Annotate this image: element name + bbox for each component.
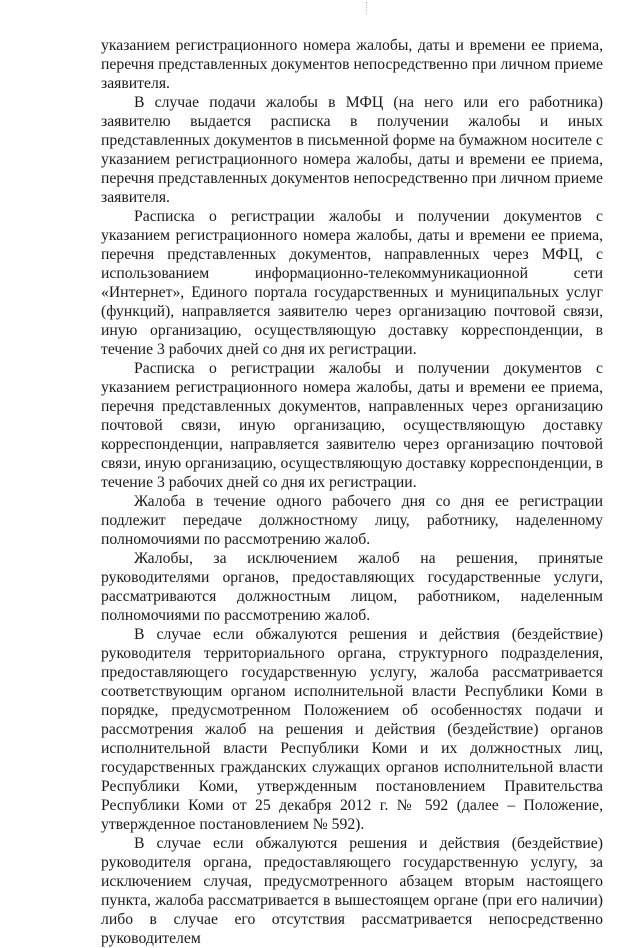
paragraph: Жалоба в течение одного рабочего дня со дня ее регистрации подлежит передаче должностному лицу, работнику, наделенному полномочиями по рассмотрению жалоб.: [101, 493, 603, 548]
paragraph: В случае если обжалуются решения и действия (бездействие) руководителя территориального органа, структурного подразделения, предоставляющего государственную услугу, жалоба рассматривается соответствующим органом исполнительной власти Республики Коми в порядке, предусмотренном Положением об особенностях подачи и рассмотрения жалоб на решения и действия (бездействие) органов исполнительной власти Республики Коми и их должностных лиц, государственных гражданских служащих органов исполнительной власти Республики Коми, утвержденным постановлением Правительства Республики Коми от 25 декабря 2012 г. № 592 (далее – Положение, утвержденное постановлением № 592).: [101, 626, 603, 833]
scan-artifact-mark: [366, 2, 368, 14]
paragraph: В случае подачи жалобы в МФЦ (на него или его работника) заявителю выдается расписка в получении жалобы и иных представленных документов в письменной форме на бумажном носителе с указанием регистрационного номера жалобы, даты и времени ее приема, перечня представленных документов непосредственно при личном приеме заявителя.: [101, 94, 603, 206]
paragraph: Жалобы, за исключением жалоб на решения, принятые руководителями органов, предоставляющих государственные услуги, рассматриваются должностным лицом, работником, наделенным полномочиями по рассмотрению жалоб.: [101, 550, 603, 624]
paragraph: В случае если обжалуются решения и действия (бездействие) руководителя органа, предоставляющего государственную услугу, за исключением случая, предусмотренного абзацем вторым настоящего пункта, жалоба рассматривается в вышестоящем органе (при его наличии) либо в случае его отсутствия рассматривается непосредственно руководителем: [101, 835, 603, 947]
paragraph: Расписка о регистрации жалобы и получении документов с указанием регистрационного номера жалобы, даты и времени ее приема, перечня представленных документов, направленных через МФЦ, с использованием информационно-телекоммуникационной сети «Интернет», Единого портала государственных и муниципальных услуг (функций), направляется заявителю через организацию почтовой связи, иную организацию, осуществляющую доставку корреспонденции, в течение 3 рабочих дней со дня их регистрации.: [101, 208, 603, 358]
document-body: [101, 36, 603, 948]
paragraph-continuation: указанием регистрационного номера жалобы, даты и времени ее приема, перечня представленных документов непосредственно при личном приеме заявителя.: [101, 37, 603, 92]
paragraph: Расписка о регистрации жалобы и получении документов с указанием регистрационного номера жалобы, даты и времени ее приема, перечня представленных документов, направленных через организацию почтовой связи, иную организацию, осуществляющую доставку корреспонденции, направляется заявителю через организацию почтовой связи, иную организацию, осуществляющую доставку корреспонденции, в течение 3 рабочих дней со дня их регистрации.: [101, 360, 603, 491]
